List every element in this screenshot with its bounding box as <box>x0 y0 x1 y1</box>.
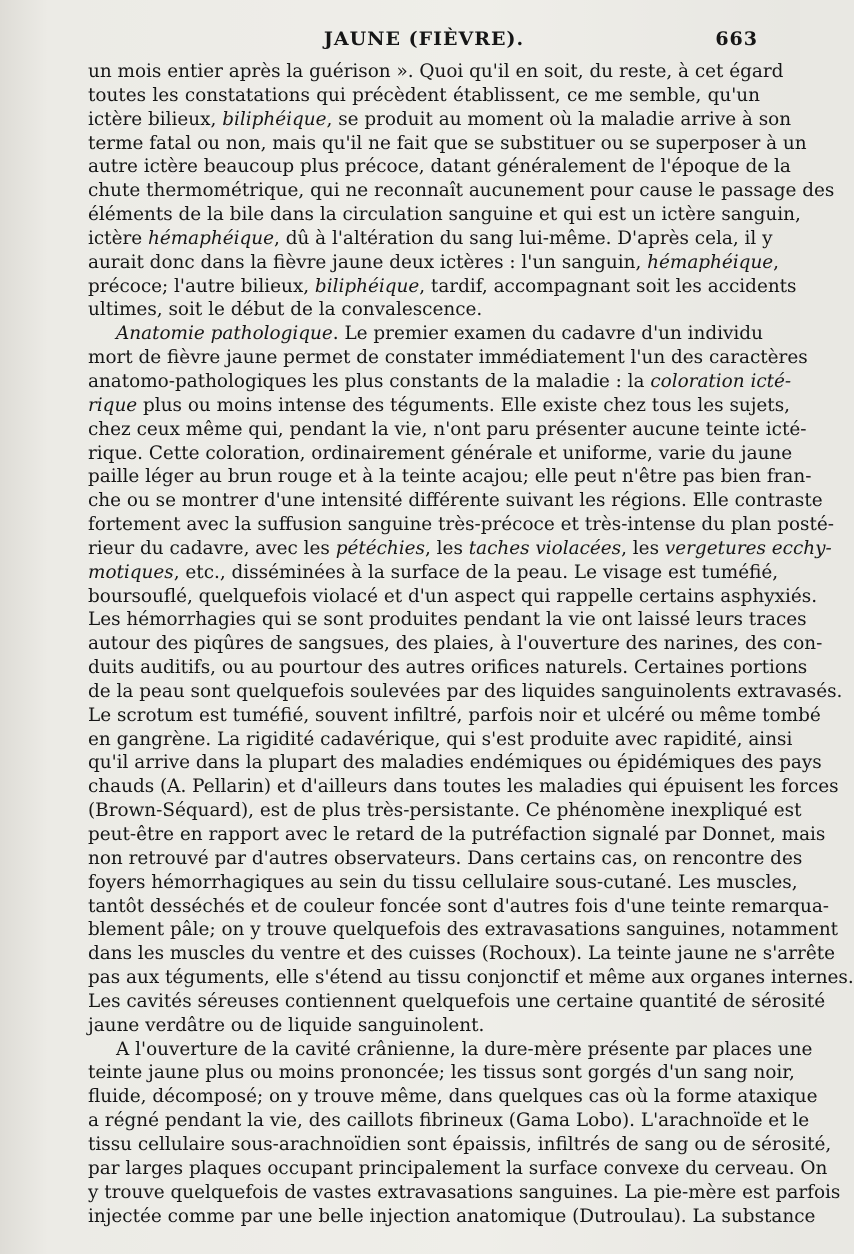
text-line <box>88 1181 841 1205</box>
text-line <box>88 155 791 179</box>
text-line <box>88 561 779 585</box>
text-line <box>88 513 834 537</box>
text-run: un mois entier après la guérison ». Quoi qu'il en soit, du reste, à cet égard <box>88 61 784 82</box>
text-run: fortement avec la suffusion sanguine très-précoce et très-intense du plan posté- <box>88 514 834 536</box>
text-line <box>88 990 826 1014</box>
text-run: non retrouvé par d'autres observateurs. Dans certains cas, on rencontre des <box>88 847 803 869</box>
italic-term: biliphéique <box>222 108 327 130</box>
text-run: chauds (A. Pellarin) et d'ailleurs dans toutes les maladies qui épuisent les forces <box>88 776 839 798</box>
text-line <box>88 1014 760 1038</box>
text-run: Les hémorrhagies qui se sont produites pendant la vie ont laissé leurs traces <box>88 609 807 631</box>
text-run: ictère bilieux, <box>88 108 223 130</box>
body-text <box>88 60 854 1228</box>
text-line <box>88 203 801 227</box>
text-run: chez ceux même qui, pendant la vie, n'ont paru présenter aucune teinte icté- <box>88 418 807 440</box>
text-run: rique. Cette coloration, ordinairement générale et uniforme, varie du jaune <box>88 442 793 464</box>
text-run: injectée comme par une belle injection anatomique (Dutroulau). La substance <box>88 1205 816 1227</box>
text-run: , <box>773 251 780 273</box>
text-line <box>88 132 807 156</box>
italic-term: motiques <box>88 561 174 583</box>
text-run: ictère <box>88 227 148 249</box>
text-run: fluide, décomposé; on y trouve même, dans quelques cas où la forme ataxique <box>88 1086 818 1108</box>
text-line <box>88 608 807 632</box>
text-line <box>88 775 839 799</box>
text-run: (Brown-Séquard), est de plus très-persistante. Ce phénomène inexpliqué est <box>88 800 802 822</box>
text-run: jaune verdâtre ou de liquide sanguinolent. <box>88 1014 485 1036</box>
italic-term: hémaphéique <box>147 227 274 249</box>
text-run: qu'il arrive dans la plupart des maladies endémiques ou épidémiques des pays <box>88 752 822 774</box>
text-line <box>88 1109 810 1133</box>
italic-term: vergetures ecchy- <box>664 537 832 559</box>
text-line <box>88 871 798 895</box>
paragraph <box>88 1038 841 1229</box>
paragraph <box>88 322 854 1037</box>
text-run: , etc., disséminées à la surface de la peau. Le visage est tuméfié, <box>173 561 779 583</box>
text-line <box>88 847 803 871</box>
italic-term: taches violacées <box>468 537 622 559</box>
text-line <box>88 895 829 919</box>
text-run: aurait donc dans la fièvre jaune deux ictères : l'un sanguin, <box>88 251 648 273</box>
italic-term: rique <box>88 394 138 416</box>
text-run: anatomo-pathologiques les plus constants de la maladie : la <box>88 370 651 392</box>
text-run: mort de fièvre jaune permet de constater immédiatement l'un des caractères <box>88 347 808 369</box>
italic-term: hémaphéique <box>647 251 774 273</box>
text-run: paille léger au brun rouge et à la teinte acajou; elle peut n'être pas bien fran- <box>88 466 812 488</box>
text-line <box>88 751 822 775</box>
text-run: . Le premier examen du cadavre d'un individu <box>332 323 763 345</box>
running-title: JAUNE (FIÈVRE). <box>323 28 525 50</box>
text-line <box>88 346 808 370</box>
text-run: peut-être en rapport avec le retard de la putréfaction signalé par Donnet, mais <box>88 824 826 845</box>
text-line <box>88 704 821 728</box>
text-run: pas aux téguments, elle s'étend au tissu conjonctif et même aux organes internes. <box>88 967 854 989</box>
text-run: autre ictère beaucoup plus précoce, datant généralement de l'époque de la <box>88 156 791 178</box>
text-run: , dû à l'altération du sang lui-même. D'après cela, il y <box>274 227 773 249</box>
text-line <box>88 298 760 322</box>
paragraph <box>88 60 835 322</box>
text-run: terme fatal ou non, mais qu'il ne fait que se substituer ou se superposer à un <box>88 132 807 154</box>
text-run: dans les muscles du ventre et des cuisses (Rochoux). La teinte jaune ne s'arrête <box>88 943 835 965</box>
text-run: Le scrotum est tuméfié, souvent infiltré, parfois noir et ulcéré ou même tombé <box>88 704 821 726</box>
text-run: plus ou moins intense des téguments. Elle existe chez tous les sujets, <box>137 394 790 416</box>
text-line <box>88 418 807 442</box>
text-run: , les <box>621 537 665 559</box>
text-run: che ou se montrer d'une intensité différente suivant les régions. Elle contraste <box>88 490 823 512</box>
text-line <box>88 1157 828 1181</box>
text-line <box>88 799 802 823</box>
text-run: teinte jaune plus ou moins prononcée; les tissus sont gorgés d'un sang noir, <box>88 1062 795 1084</box>
text-run: blement pâle; on y trouve quelquefois des extravasations sanguines, notamment <box>88 919 839 941</box>
text-line <box>88 1205 816 1229</box>
italic-term: coloration icté- <box>650 370 792 392</box>
italic-term: pétéchies <box>335 537 425 559</box>
text-line <box>88 942 835 966</box>
text-run: précoce; l'autre bilieux, <box>88 275 315 297</box>
text-run: duits auditifs, ou au pourtour des autres orifices naturels. Certaines portions <box>88 657 808 679</box>
text-line <box>88 370 792 394</box>
text-line <box>88 489 823 513</box>
text-run: tissu cellulaire sous-arachnoïdien sont épaissis, infiltrés de sang ou de sérosité, <box>88 1133 832 1155</box>
text-run: toutes les constatations qui précèdent établissent, ce me semble, qu'un <box>88 84 760 106</box>
italic-term: Anatomie pathologique <box>116 323 333 345</box>
text-line <box>88 179 835 203</box>
text-line <box>88 728 793 752</box>
text-line <box>88 1038 813 1062</box>
text-run: par larges plaques occupant principalement la surface convexe du cerveau. On <box>88 1157 828 1179</box>
text-line <box>88 322 763 346</box>
text-run: , tardif, accompagnant soit les accidents <box>419 275 797 297</box>
text-line <box>88 537 832 561</box>
text-run: éléments de la bile dans la circulation sanguine et qui est un ictère sanguin, <box>88 204 801 226</box>
text-run: autour des piqûres de sangsues, des plaies, à l'ouverture des narines, des con- <box>88 633 823 655</box>
text-line <box>88 60 784 84</box>
text-run: rieur du cadavre, avec les <box>88 537 336 559</box>
text-run: foyers hémorrhagiques au sein du tissu cellulaire sous-cutané. Les muscles, <box>88 871 798 893</box>
italic-term: biliphéique <box>314 275 420 297</box>
text-run: tantôt desséchés et de couleur foncée sont d'autres fois d'une teinte remarqua- <box>88 895 829 917</box>
text-line <box>88 1133 832 1157</box>
text-run: de la peau sont quelquefois soulevées par des liquides sanguinolents extravasés. <box>88 680 843 702</box>
text-line <box>88 918 839 942</box>
text-run: , se produit au moment où la maladie arrive à son <box>326 108 792 130</box>
text-line <box>88 680 843 704</box>
text-run: A l'ouverture de la cavité crânienne, la dure-mère présente par places une <box>116 1038 813 1060</box>
text-line <box>88 442 793 466</box>
text-line <box>88 465 812 489</box>
text-line <box>88 251 780 275</box>
page-header <box>88 28 760 60</box>
text-run: Les cavités séreuses contiennent quelquefois une certaine quantité de sérosité <box>88 990 826 1012</box>
text-line <box>88 227 773 251</box>
text-line <box>88 585 818 609</box>
text-run: ultimes, soit le début de la convalescence. <box>88 299 483 321</box>
text-line <box>88 966 854 990</box>
page-number: 663 <box>715 28 758 50</box>
text-line <box>88 84 760 108</box>
text-line <box>88 1085 818 1109</box>
text-line <box>88 656 808 680</box>
text-line <box>88 632 823 656</box>
text-run: y trouve quelquefois de vastes extravasations sanguines. La pie-mère est parfois <box>88 1181 841 1203</box>
text-line <box>88 1061 795 1085</box>
text-run: boursouflé, quelquefois violacé et d'un aspect qui rappelle certains asphyxiés. <box>88 585 818 607</box>
text-line <box>88 823 826 847</box>
text-line <box>88 275 797 299</box>
text-run: a régné pendant la vie, des caillots fibrineux (Gama Lobo). L'arachnoïde et le <box>88 1110 810 1132</box>
text-line <box>88 108 792 132</box>
text-run: en gangrène. La rigidité cadavérique, qui s'est produite avec rapidité, ainsi <box>88 728 793 750</box>
text-run: chute thermométrique, qui ne reconnaît aucunement pour cause le passage des <box>88 180 835 202</box>
text-run: , les <box>424 537 469 559</box>
text-line <box>88 394 790 418</box>
